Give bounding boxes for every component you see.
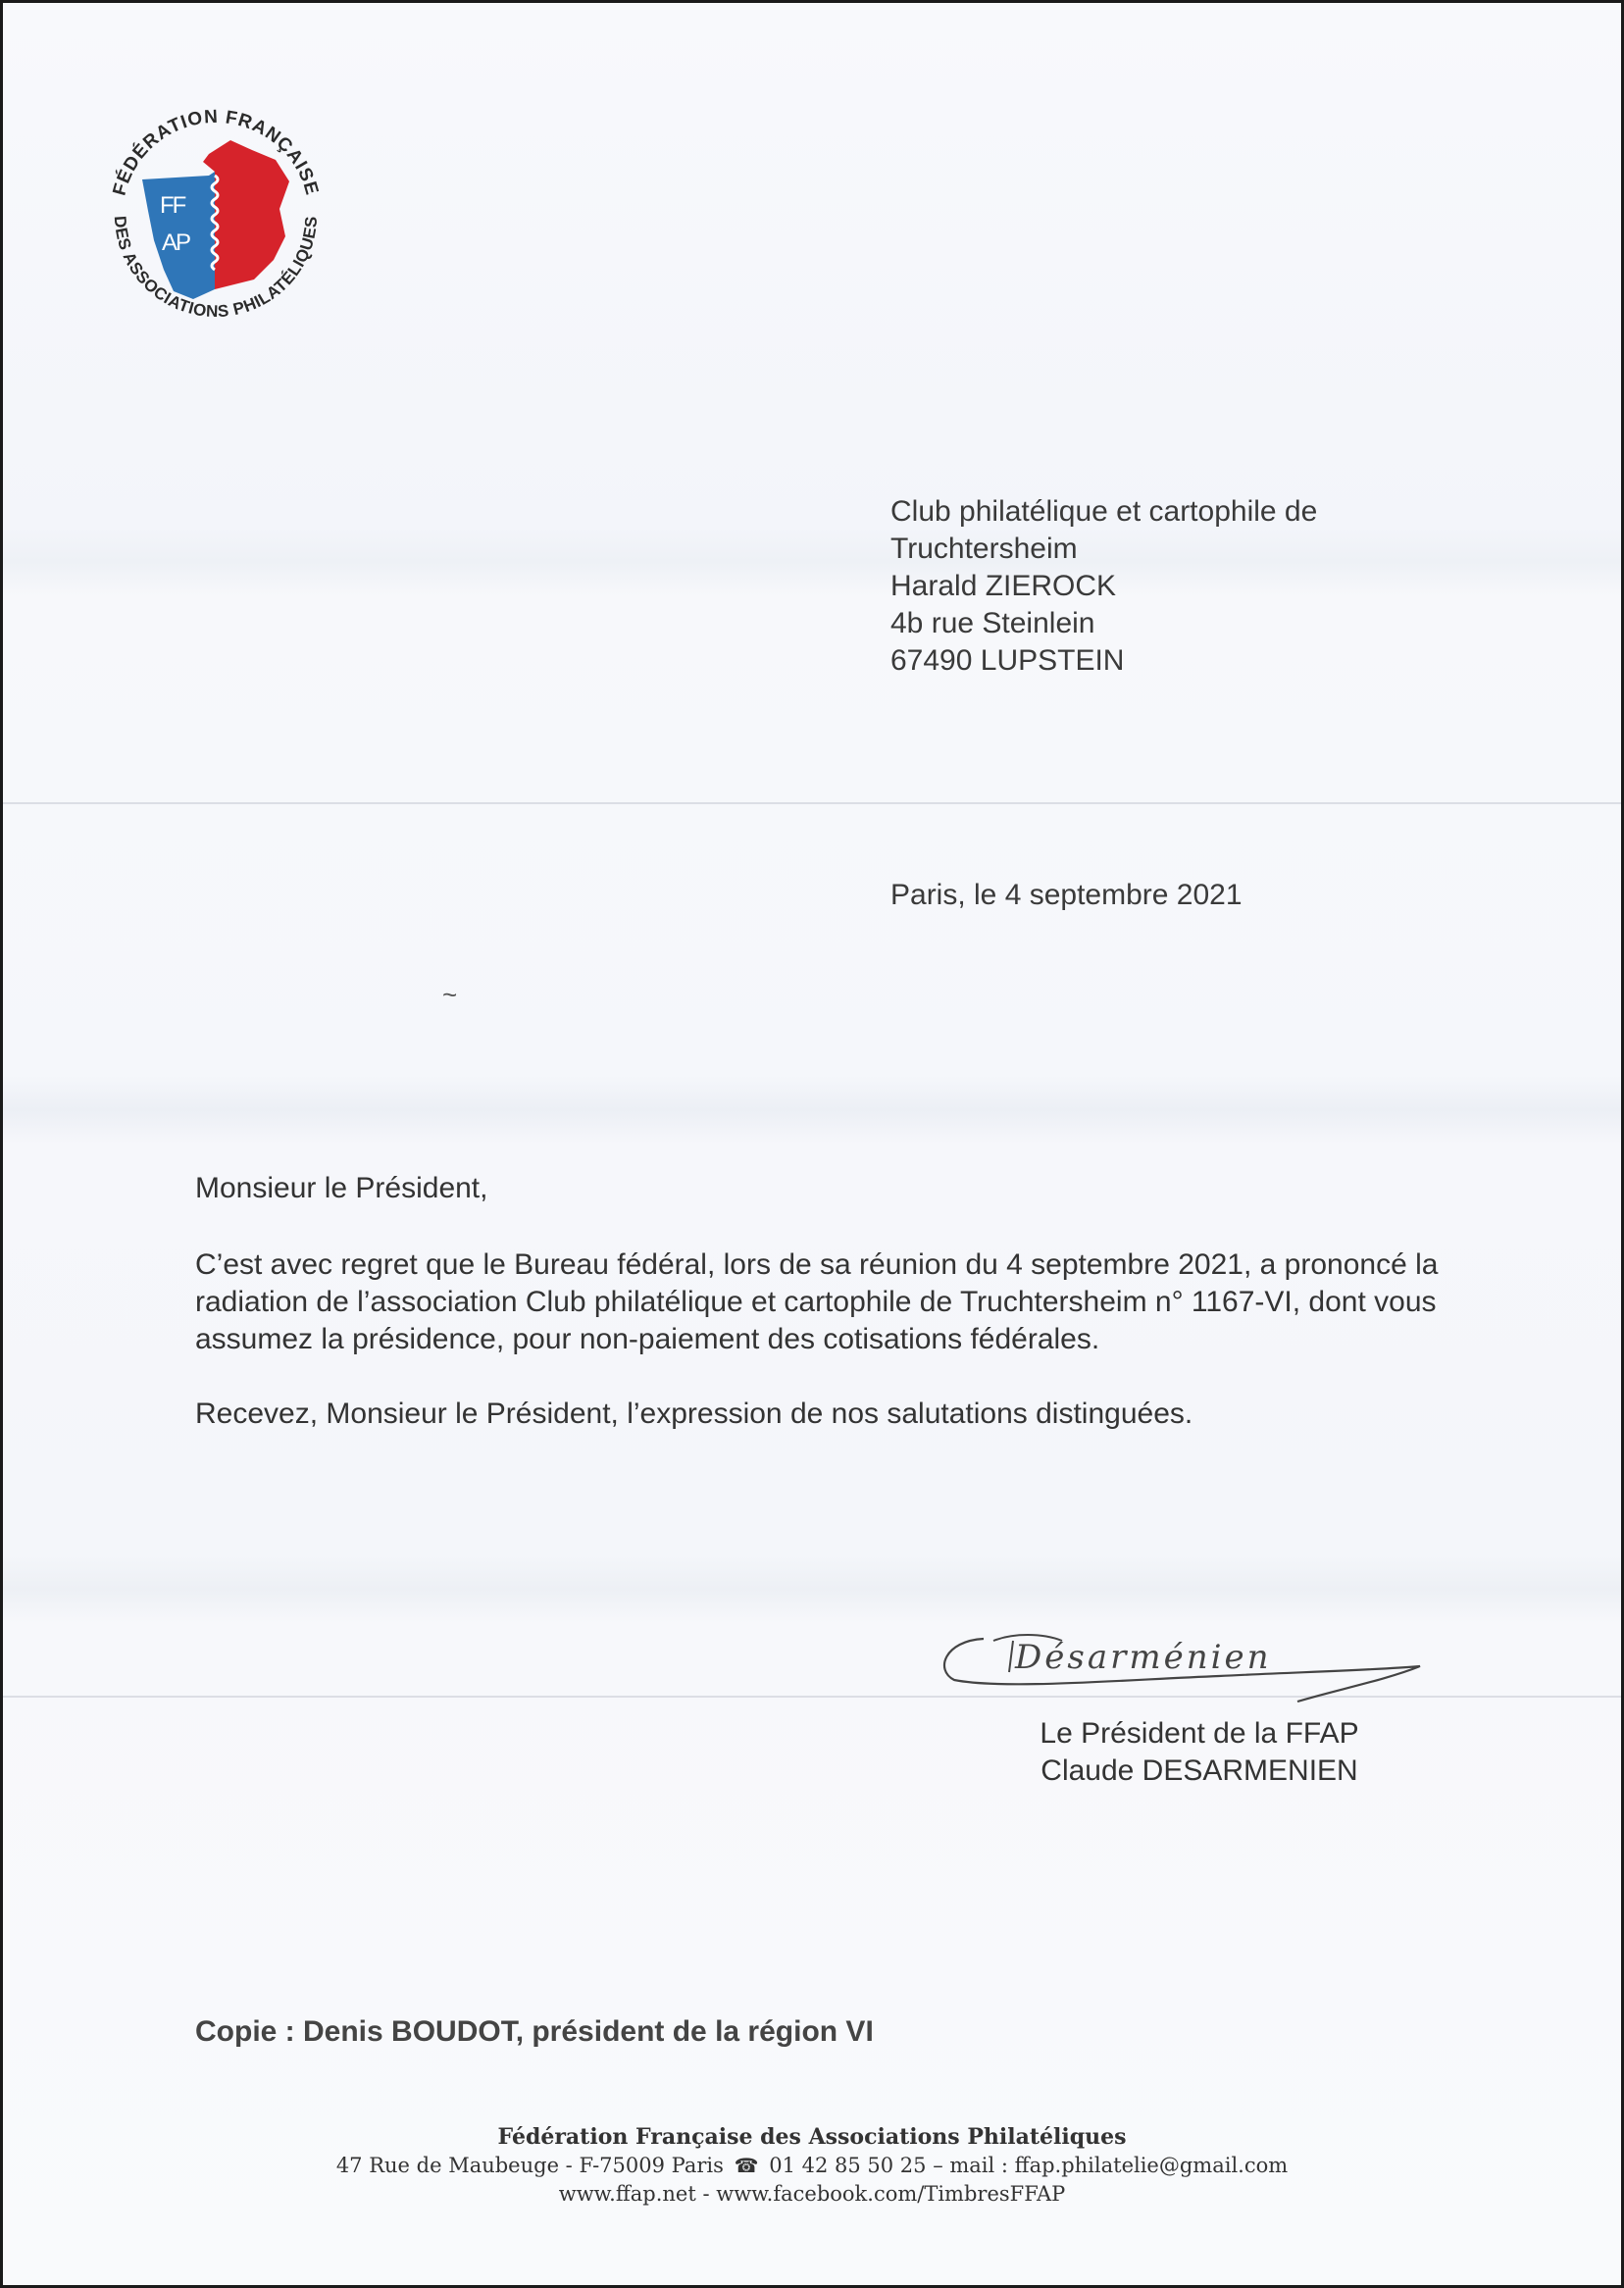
stray-mark: ~ <box>442 980 458 1009</box>
closing-paragraph: Recevez, Monsieur le Président, l’expression de nos salutations distinguées. <box>195 1398 1193 1430</box>
svg-text:AP: AP <box>162 229 190 256</box>
letterhead-footer <box>3 2123 1621 2209</box>
footer-contact-line <box>3 2152 1621 2180</box>
telephone-icon: ☎ <box>734 2154 759 2177</box>
signer-title: Le Président de la FFAP <box>1040 1717 1359 1750</box>
recipient-address <box>890 493 1317 680</box>
recipient-line: Club philatélique et cartophile de <box>890 495 1318 528</box>
svg-text:Désarménien: Désarménien <box>1015 1638 1272 1677</box>
handwritten-signature <box>925 1611 1435 1709</box>
recipient-line: 4b rue Steinlein <box>890 607 1095 639</box>
svg-text:FÉDÉRATION FRANÇAISE: FÉDÉRATION FRANÇAISE <box>109 106 323 198</box>
footer-contact: 01 42 85 50 25 – mail : ffap.philatelie@gmail.com <box>769 2154 1289 2177</box>
fold-line <box>3 802 1621 804</box>
svg-text:DES ASSOCIATIONS PHILATÉLIQUES: DES ASSOCIATIONS PHILATÉLIQUES <box>110 215 322 322</box>
body-paragraph: C’est avec regret que le Bureau fédéral, lors de sa réunion du 4 septembre 2021, a prononcé la radiation de l’association Club philatélique et cartophile de Truchtersheim n° 1167-VI, dont vous assumez la présidence, pour non-paiement des cotisations fédérales. <box>195 1248 1439 1355</box>
salutation: Monsieur le Président, <box>195 1172 488 1204</box>
letter-body <box>195 1170 1470 1433</box>
copy-line: Copie : Denis BOUDOT, président de la région VI <box>195 2015 874 2048</box>
footer-org-name: Fédération Française des Associations Philatéliques <box>497 2124 1127 2150</box>
recipient-line: Harald ZIEROCK <box>890 570 1117 602</box>
signer-block <box>993 1715 1405 1790</box>
signer-name: Claude DESARMENIEN <box>1040 1754 1358 1787</box>
footer-address: 47 Rue de Maubeuge - F-75009 Paris <box>335 2154 724 2177</box>
footer-web: www.ffap.net - www.facebook.com/TimbresFFAP <box>558 2182 1066 2206</box>
letter-date: Paris, le 4 septembre 2021 <box>890 879 1243 911</box>
recipient-line: 67490 LUPSTEIN <box>890 644 1125 677</box>
svg-text:FF: FF <box>160 192 185 219</box>
ffap-logo <box>93 93 338 338</box>
recipient-line: Truchtersheim <box>890 533 1078 565</box>
